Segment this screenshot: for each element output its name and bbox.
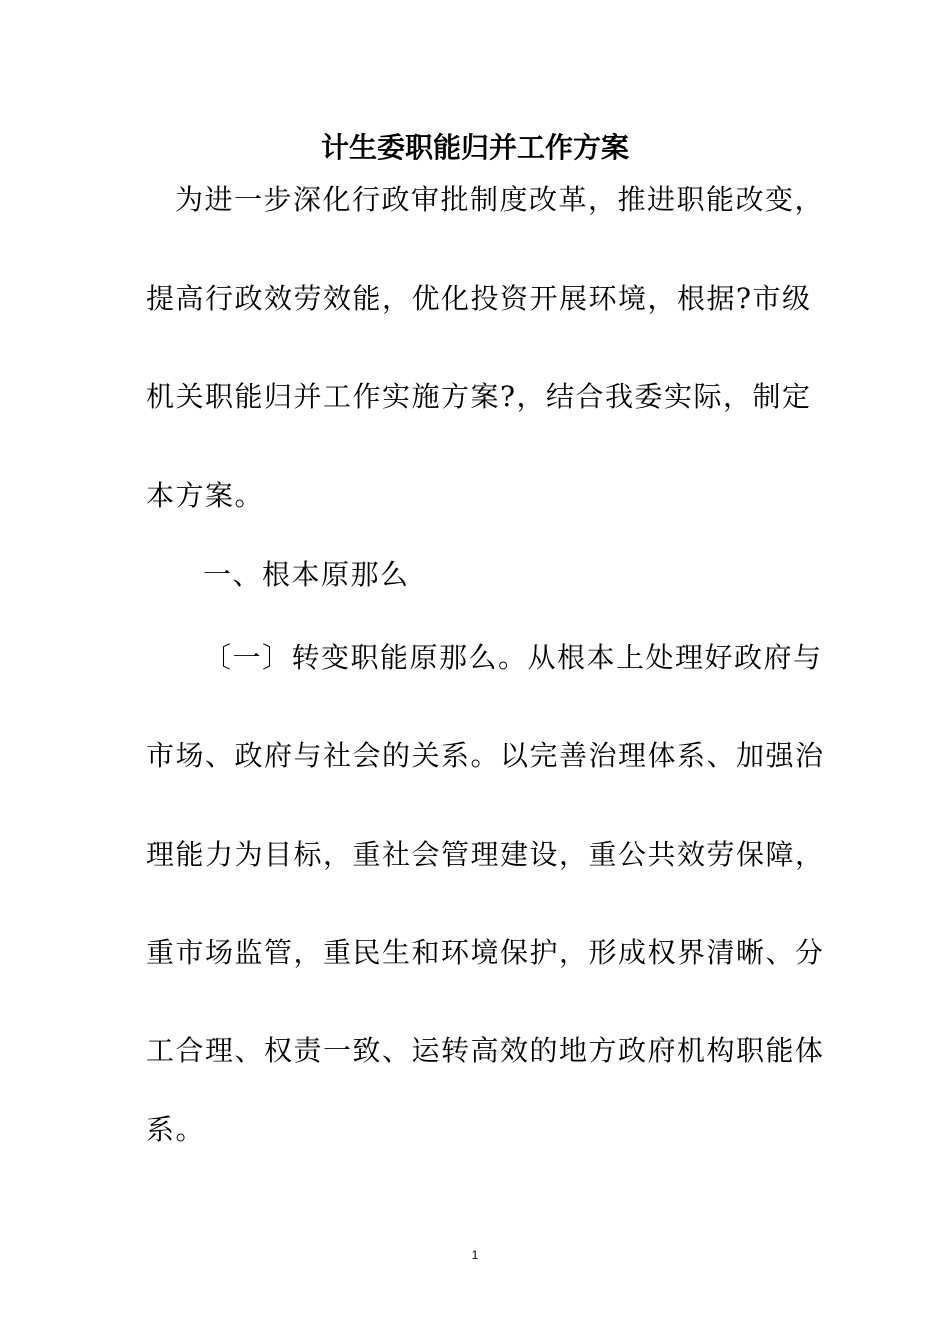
paragraph-line: 理能力为目标，重社会管理建设，重公共效劳保障， <box>146 838 825 871</box>
paragraph-line: 机关职能归并工作实施方案?，结合我委实际，制定 <box>146 380 812 413</box>
page-number: 1 <box>471 1248 479 1262</box>
paragraph-line: 〔一〕转变职能原那么。从根本上处理好政府与 <box>203 641 823 674</box>
paragraph-line: 提高行政效劳效能，优化投资开展环境，根据?市级 <box>146 282 812 315</box>
paragraph-line: 系。 <box>146 1113 206 1146</box>
paragraph-line: 工合理、权责一致、运转高效的地方政府机构职能体 <box>146 1034 825 1067</box>
section-heading: 一、根本原那么 <box>203 558 410 591</box>
document-title: 计生委职能归并工作方案 <box>320 131 629 164</box>
paragraph-line: 市场、政府与社会的关系。以完善治理体系、加强治 <box>146 739 825 772</box>
paragraph-line: 重市场监管，重民生和环境保护，形成权界清晰、分 <box>146 936 825 969</box>
paragraph-line: 为进一步深化行政审批制度改革，推进职能改变， <box>175 183 825 216</box>
paragraph-line: 本方案。 <box>146 479 265 512</box>
